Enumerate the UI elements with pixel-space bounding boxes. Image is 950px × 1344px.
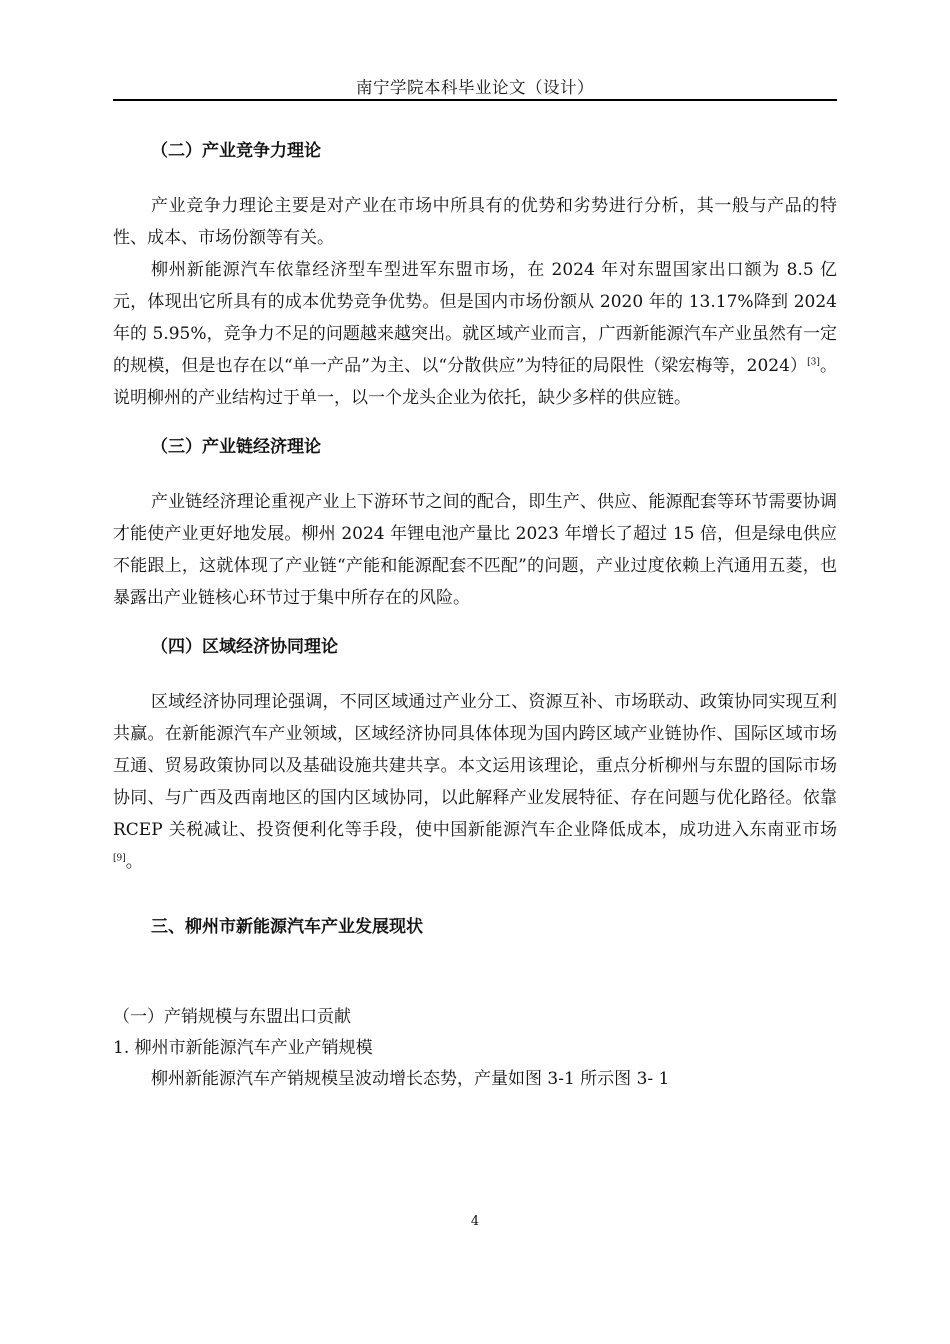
paragraph: 产业链经济理论重视产业上下游环节之间的配合，即生产、供应、能源配套等环节需要协调才能使产业更好地发展。柳州 2024 年锂电池产量比 2023 年增长了超过 15 倍，但是绿电供应不能跟上，这就体现了产业链“产能和能源配套不匹配”的问题，产业过度依赖上汽通用五菱，也暴露出产业链核心环节过于集中所存在的风险。 bbox=[113, 492, 837, 608]
page-number: 4 bbox=[470, 1214, 480, 1229]
list-item: 1. 柳州市新能源汽车产业产销规模 bbox=[113, 1038, 373, 1058]
document-body bbox=[113, 130, 837, 1095]
section-heading-4: （四）区域经济协同理论 bbox=[151, 637, 338, 657]
paragraph-text: 柳州新能源汽车依靠经济型车型进军东盟市场，在 2024 年对东盟国家出口额为 8.5 亿元，体现出它所具有的成本优势竞争优势。但是国内市场份额从 2020 年的 13.17%降到 2024 年的 5.95%，竞争力不足的问题越来越突出。就区域产业而言，广西新能源汽车产业虽然有一定的规模，但是也存在以“单一产品”为主、以“分散供应”为特征的局限性（梁宏梅等，2024） bbox=[113, 260, 837, 376]
citation-ref: [3] bbox=[807, 357, 820, 368]
paragraph-text: 区域经济协同理论强调，不同区域通过产业分工、资源互补、市场联动、政策协同实现互利共赢。在新能源汽车产业领域，区域经济协同具体体现为国内跨区域产业链协作、国际区域市场互通、贸易政策协同以及基础设施共建共享。本文运用该理论，重点分析柳州与东盟的国际市场协同、与广西及西南地区的国内区域协同，以此解释产业发展特征、存在问题与优化路径。依靠 RCEP 关税减让、投资便利化等手段，使中国新能源汽车企业降低成本，成功进入东南亚市场 bbox=[113, 692, 837, 840]
paragraph: 产业竞争力理论主要是对产业在市场中所具有的优势和劣势进行分析，其一般与产品的特性、成本、市场份额等有关。 bbox=[113, 196, 837, 248]
paragraph-text: 。 bbox=[125, 852, 143, 872]
paragraph bbox=[113, 686, 837, 878]
paragraph bbox=[113, 254, 837, 414]
paragraph-text: 。说明柳州的产业结构过于单一，以一个龙头企业为依托，缺少多样的供应链。 bbox=[113, 356, 838, 408]
section-heading-2: （二）产业竞争力理论 bbox=[151, 141, 321, 161]
paragraph: 柳州新能源汽车产销规模呈波动增长态势，产量如图 3-1 所示图 3- 1 bbox=[151, 1069, 670, 1089]
subsection-heading: （一）产销规模与东盟出口贡献 bbox=[113, 1007, 351, 1027]
section-heading-3: （三）产业链经济理论 bbox=[151, 437, 321, 457]
chapter-heading: 三、柳州市新能源汽车产业发展现状 bbox=[151, 917, 423, 937]
header-rule bbox=[113, 99, 837, 101]
running-header: 南宁学院本科毕业论文（设计） bbox=[356, 78, 594, 97]
citation-ref: [9] bbox=[113, 853, 126, 864]
